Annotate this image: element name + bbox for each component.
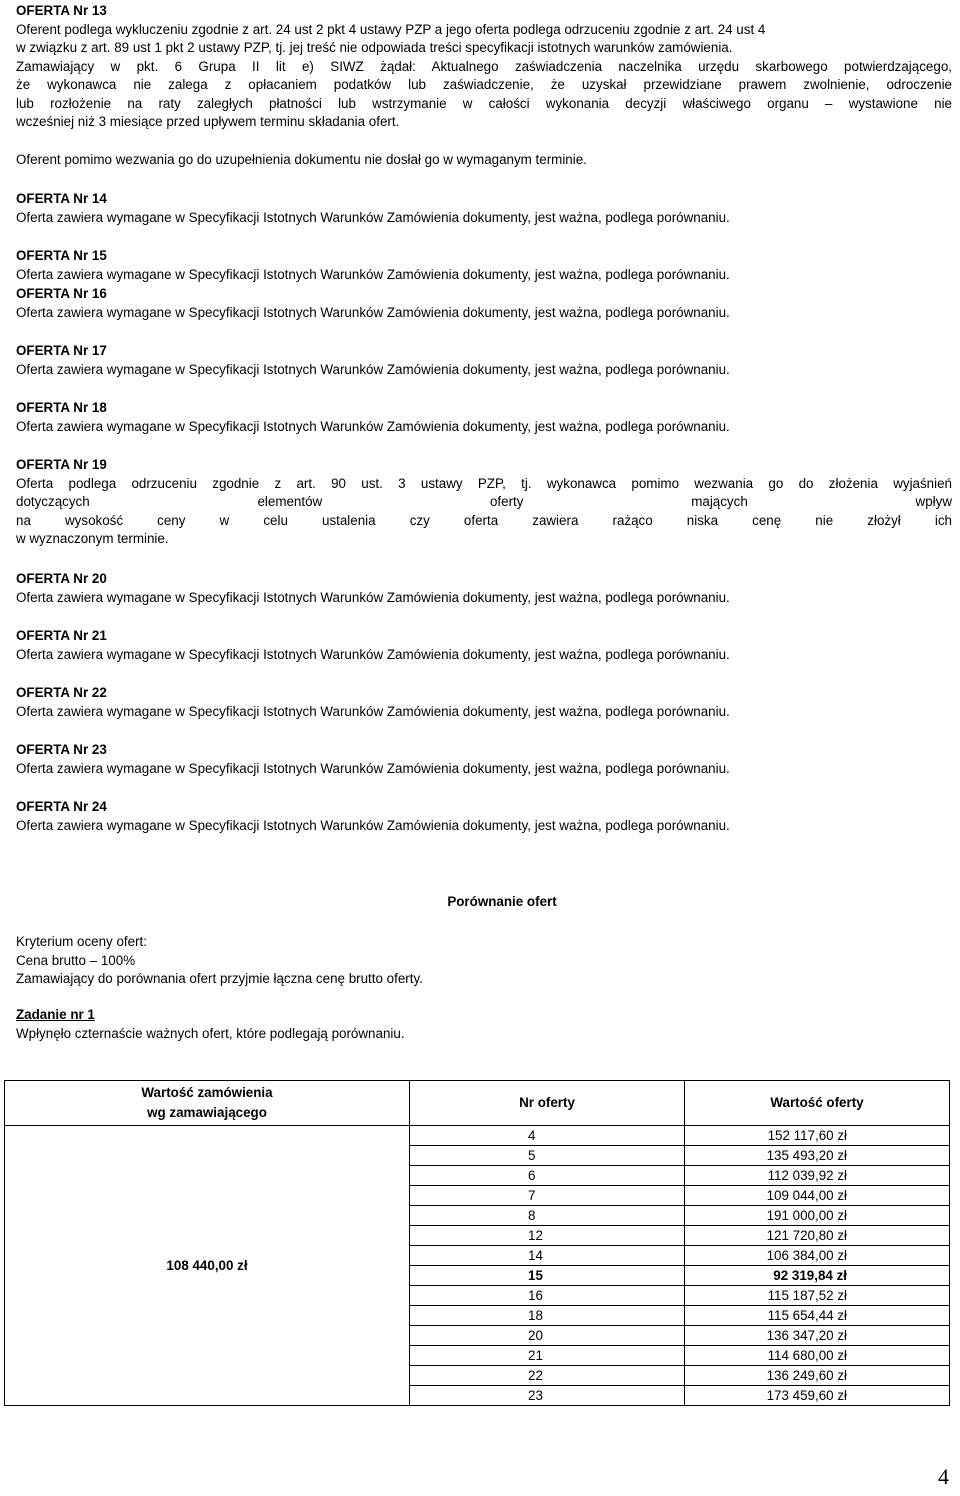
offer-heading: OFERTA Nr 23 [16, 742, 107, 757]
page-number: 4 [938, 1464, 949, 1489]
offer-text-line: w wyznaczonym terminie. [16, 531, 169, 546]
offer-heading: OFERTA Nr 16 [16, 286, 107, 301]
offer-text-line: wcześniej niż 3 miesiące przed upływem terminu składania ofert. [16, 114, 400, 129]
offer-heading: OFERTA Nr 15 [16, 248, 107, 263]
offer-nr-cell: 15 [410, 1266, 685, 1286]
offer-heading: OFERTA Nr 19 [16, 457, 107, 472]
offer-nr-cell: 23 [410, 1386, 685, 1406]
offer-validity-text: Oferta zawiera wymagane w Specyfikacji Istotnych Warunków Zamówienia dokumenty, jest ważna, podlega porównaniu. [16, 817, 730, 833]
criteria-value: Cena brutto – 100% [16, 952, 136, 968]
offer-21-section [16, 627, 952, 664]
offer-value-cell: 112 039,92 zł [685, 1166, 950, 1186]
offer-20-section [16, 570, 952, 607]
offer-value-cell: 136 249,60 zł [685, 1366, 950, 1386]
criteria-block [16, 933, 952, 989]
offer-value-cell: 115 654,44 zł [685, 1306, 950, 1326]
offer-validity-text: Oferta zawiera wymagane w Specyfikacji Istotnych Warunków Zamówienia dokumenty, jest ważna, podlega porównaniu. [16, 703, 730, 719]
offer-validity-text: Oferta zawiera wymagane w Specyfikacji Istotnych Warunków Zamówienia dokumenty, jest ważna, podlega porównaniu. [16, 209, 730, 225]
offer-value-cell: 135 493,20 zł [685, 1146, 950, 1166]
offer-validity-text: Oferta zawiera wymagane w Specyfikacji Istotnych Warunków Zamówienia dokumenty, jest ważna, podlega porównaniu. [16, 760, 730, 776]
task-block [16, 1006, 952, 1043]
task-summary: Wpłynęło czternaście ważnych ofert, które podlegają porównaniu. [16, 1025, 405, 1041]
offer-text-line: na wysokość ceny w celu ustalenia czy oferta zawiera rażąco niska cenę nie złożył ich [16, 512, 952, 528]
offer-heading: OFERTA Nr 20 [16, 571, 107, 586]
offer-22-section [16, 684, 952, 721]
offer-text-line: Zamawiający w pkt. 6 Grupa II lit e) SIWZ żądał: Aktualnego zaświadczenia naczelnika urzędu skarbowego potwierdzającego, [16, 58, 952, 74]
table-row [5, 1126, 950, 1146]
offer-nr-cell: 7 [410, 1186, 685, 1206]
offer-validity-text: Oferta zawiera wymagane w Specyfikacji Istotnych Warunków Zamówienia dokumenty, jest ważna, podlega porównaniu. [16, 418, 730, 434]
offer-nr-cell: 12 [410, 1226, 685, 1246]
offer-18-section [16, 399, 952, 436]
offer-heading: OFERTA Nr 18 [16, 400, 107, 415]
offer-23-section [16, 741, 952, 778]
offer-13-section [16, 2, 952, 169]
offers-comparison-table [4, 1080, 950, 1406]
offer-value-cell: 115 187,52 zł [685, 1286, 950, 1306]
offer-14-section [16, 190, 952, 227]
offer-text-line: Oferent podlega wykluczeniu zgodnie z art. 24 ust 2 pkt 4 ustawy PZP a jego oferta podlega odrzuceniu zgodnie z art. 24 ust 4 [16, 21, 766, 37]
offer-heading: OFERTA Nr 13 [16, 3, 107, 18]
offer-value-cell: 92 319,84 zł [685, 1266, 950, 1286]
task-title: Zadanie nr 1 [16, 1007, 95, 1022]
offer-24-section [16, 798, 952, 835]
offer-nr-cell: 21 [410, 1346, 685, 1366]
offer-heading: OFERTA Nr 22 [16, 685, 107, 700]
offer-text-line: w związku z art. 89 ust 1 pkt 2 ustawy PZP, tj. jej treść nie odpowiada treści specyfikacji istotnych warunków zamówienia. [16, 40, 733, 55]
offer-value-cell: 136 347,20 zł [685, 1326, 950, 1346]
offer-value-cell: 106 384,00 zł [685, 1246, 950, 1266]
offer-text-line: że wykonawca nie zalega z opłacaniem podatków lub zaświadczenie, że uzyskał przewidziane prawem zwolnienie, odroczenie [16, 77, 952, 92]
offer-text-line: Oferta podlega odrzuceniu zgodnie z art. 90 ust. 3 ustawy PZP, tj. wykonawca pomimo wezwania go do złożenia wyjaśnień [16, 475, 952, 491]
offer-value-cell: 109 044,00 zł [685, 1186, 950, 1206]
offer-heading: OFERTA Nr 14 [16, 191, 107, 206]
column-header-offer-nr: Nr oferty [410, 1081, 685, 1126]
offer-19-section [16, 456, 952, 549]
comparison-title: Porównanie ofert [447, 894, 557, 909]
offer-validity-text: Oferta zawiera wymagane w Specyfikacji Istotnych Warunków Zamówienia dokumenty, jest ważna, podlega porównaniu. [16, 304, 730, 320]
criteria-note: Zamawiający do porównania ofert przyjmie łączna cenę brutto oferty. [16, 971, 423, 986]
offer-heading: OFERTA Nr 17 [16, 343, 107, 358]
offer-value-cell: 191 000,00 zł [685, 1206, 950, 1226]
column-header-order-value: Wartość zamówienia wg zamawiającego [5, 1081, 410, 1126]
offer-nr-cell: 6 [410, 1166, 685, 1186]
criteria-label: Kryterium oceny ofert: [16, 934, 147, 949]
offer-text-line: lub rozłożenie na raty zaległych płatności lub wstrzymanie w całości wykonania decyzji właściwego organu – wystawione nie [16, 95, 952, 111]
offer-nr-cell: 4 [410, 1126, 685, 1146]
offer-nr-cell: 20 [410, 1326, 685, 1346]
offer-nr-cell: 5 [410, 1146, 685, 1166]
offer-heading: OFERTA Nr 24 [16, 799, 107, 814]
table-header-row [5, 1081, 950, 1126]
offer-text-line: dotyczących elementów oferty mających wpływ [16, 494, 952, 509]
offer-heading: OFERTA Nr 21 [16, 628, 107, 643]
order-value-cell: 108 440,00 zł [5, 1126, 410, 1406]
offer-value-cell: 114 680,00 zł [685, 1346, 950, 1366]
offer-note: Oferent pomimo wezwania go do uzupełnienia dokumentu nie dosłał go w wymaganym terminie. [16, 151, 587, 167]
offer-validity-text: Oferta zawiera wymagane w Specyfikacji Istotnych Warunków Zamówienia dokumenty, jest ważna, podlega porównaniu. [16, 589, 730, 605]
comparison-section [16, 893, 952, 912]
offer-nr-cell: 18 [410, 1306, 685, 1326]
offer-16-section [16, 285, 952, 322]
offer-nr-cell: 8 [410, 1206, 685, 1226]
offer-value-cell: 173 459,60 zł [685, 1386, 950, 1406]
offer-nr-cell: 22 [410, 1366, 685, 1386]
offer-17-section [16, 342, 952, 379]
offer-validity-text: Oferta zawiera wymagane w Specyfikacji Istotnych Warunków Zamówienia dokumenty, jest ważna, podlega porównaniu. [16, 646, 730, 662]
offer-15-section [16, 247, 952, 284]
offer-nr-cell: 14 [410, 1246, 685, 1266]
offer-nr-cell: 16 [410, 1286, 685, 1306]
offer-value-cell: 121 720,80 zł [685, 1226, 950, 1246]
column-header-offer-value: Wartość oferty [685, 1081, 950, 1126]
offer-validity-text: Oferta zawiera wymagane w Specyfikacji Istotnych Warunków Zamówienia dokumenty, jest ważna, podlega porównaniu. [16, 266, 730, 282]
offer-value-cell: 152 117,60 zł [685, 1126, 950, 1146]
offer-validity-text: Oferta zawiera wymagane w Specyfikacji Istotnych Warunków Zamówienia dokumenty, jest ważna, podlega porównaniu. [16, 361, 730, 377]
